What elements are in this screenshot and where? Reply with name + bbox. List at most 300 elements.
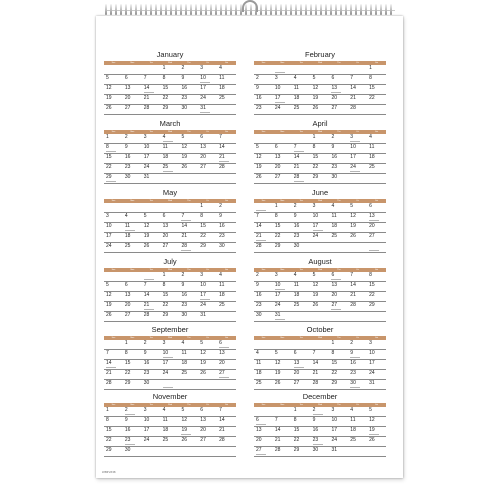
day-cell[interactable] xyxy=(292,447,311,456)
day-cell[interactable] xyxy=(179,292,198,301)
day-cell[interactable] xyxy=(104,85,123,94)
day-cell[interactable] xyxy=(329,370,348,379)
day-cell[interactable] xyxy=(367,437,386,446)
day-cell[interactable] xyxy=(273,154,292,163)
day-cell[interactable] xyxy=(104,223,123,232)
day-cell[interactable] xyxy=(198,223,217,232)
day-cell[interactable] xyxy=(142,302,161,311)
day-cell[interactable] xyxy=(104,292,123,301)
day-cell[interactable] xyxy=(161,312,180,321)
day-cell[interactable] xyxy=(254,134,273,143)
day-cell[interactable] xyxy=(367,95,386,104)
day-cell[interactable] xyxy=(104,447,123,456)
day-cell[interactable] xyxy=(254,350,273,359)
day-cell[interactable] xyxy=(161,85,180,94)
day-cell[interactable] xyxy=(217,164,236,173)
day-cell[interactable] xyxy=(198,417,217,426)
day-cell[interactable] xyxy=(311,282,330,291)
day-cell[interactable] xyxy=(217,407,236,416)
day-cell[interactable] xyxy=(217,233,236,242)
day-cell[interactable] xyxy=(254,154,273,163)
day-cell[interactable] xyxy=(329,233,348,242)
day-cell[interactable] xyxy=(273,417,292,426)
day-cell[interactable] xyxy=(292,85,311,94)
day-cell[interactable] xyxy=(161,233,180,242)
day-cell[interactable] xyxy=(254,164,273,173)
day-cell[interactable] xyxy=(367,370,386,379)
day-cell[interactable] xyxy=(217,417,236,426)
day-cell[interactable] xyxy=(198,164,217,173)
day-cell[interactable] xyxy=(217,302,236,311)
day-cell[interactable] xyxy=(367,154,386,163)
day-cell[interactable] xyxy=(179,380,198,389)
day-cell[interactable] xyxy=(254,105,273,114)
day-cell[interactable] xyxy=(367,302,386,311)
day-cell[interactable] xyxy=(104,233,123,242)
day-cell[interactable] xyxy=(367,134,386,143)
day-cell[interactable] xyxy=(123,447,142,456)
day-cell[interactable] xyxy=(311,447,330,456)
day-cell[interactable] xyxy=(123,282,142,291)
day-cell[interactable] xyxy=(348,302,367,311)
day-cell[interactable] xyxy=(142,282,161,291)
day-cell[interactable] xyxy=(273,302,292,311)
day-cell[interactable] xyxy=(161,302,180,311)
day-cell[interactable] xyxy=(161,223,180,232)
day-cell[interactable] xyxy=(329,350,348,359)
day-cell[interactable] xyxy=(367,203,386,212)
day-cell[interactable] xyxy=(311,360,330,369)
day-cell[interactable] xyxy=(104,302,123,311)
day-cell[interactable] xyxy=(161,447,180,456)
day-cell[interactable] xyxy=(217,223,236,232)
day-cell[interactable] xyxy=(104,350,123,359)
day-cell[interactable] xyxy=(123,85,142,94)
day-cell[interactable] xyxy=(179,437,198,446)
day-cell[interactable] xyxy=(367,85,386,94)
day-cell[interactable] xyxy=(198,350,217,359)
day-cell[interactable] xyxy=(367,350,386,359)
day-cell[interactable] xyxy=(254,312,273,321)
day-cell[interactable] xyxy=(179,105,198,114)
day-cell[interactable] xyxy=(142,312,161,321)
day-cell[interactable] xyxy=(217,243,236,252)
day-cell[interactable] xyxy=(329,407,348,416)
day-cell[interactable] xyxy=(179,427,198,436)
day-cell[interactable] xyxy=(273,213,292,222)
day-cell[interactable] xyxy=(123,417,142,426)
day-cell[interactable] xyxy=(217,427,236,436)
day-cell[interactable] xyxy=(104,144,123,153)
day-cell[interactable] xyxy=(142,350,161,359)
day-cell[interactable] xyxy=(198,134,217,143)
day-cell[interactable] xyxy=(292,360,311,369)
day-cell[interactable] xyxy=(292,350,311,359)
day-cell[interactable] xyxy=(311,154,330,163)
day-cell[interactable] xyxy=(104,437,123,446)
day-cell[interactable] xyxy=(348,85,367,94)
day-cell[interactable] xyxy=(179,75,198,84)
day-cell[interactable] xyxy=(217,174,236,183)
day-cell[interactable] xyxy=(104,370,123,379)
day-cell[interactable] xyxy=(161,144,180,153)
day-cell[interactable] xyxy=(142,243,161,252)
day-cell[interactable] xyxy=(367,312,386,321)
day-cell[interactable] xyxy=(104,164,123,173)
day-cell[interactable] xyxy=(254,65,273,74)
day-cell[interactable] xyxy=(123,340,142,349)
day-cell[interactable] xyxy=(104,75,123,84)
day-cell[interactable] xyxy=(123,272,142,281)
day-cell[interactable] xyxy=(367,360,386,369)
day-cell[interactable] xyxy=(123,164,142,173)
day-cell[interactable] xyxy=(198,437,217,446)
day-cell[interactable] xyxy=(292,65,311,74)
day-cell[interactable] xyxy=(367,292,386,301)
day-cell[interactable] xyxy=(311,243,330,252)
day-cell[interactable] xyxy=(348,213,367,222)
day-cell[interactable] xyxy=(329,272,348,281)
day-cell[interactable] xyxy=(292,437,311,446)
day-cell[interactable] xyxy=(329,282,348,291)
day-cell[interactable] xyxy=(292,233,311,242)
day-cell[interactable] xyxy=(254,272,273,281)
day-cell[interactable] xyxy=(329,380,348,389)
day-cell[interactable] xyxy=(292,144,311,153)
day-cell[interactable] xyxy=(179,360,198,369)
day-cell[interactable] xyxy=(104,243,123,252)
day-cell[interactable] xyxy=(142,427,161,436)
day-cell[interactable] xyxy=(254,370,273,379)
day-cell[interactable] xyxy=(254,447,273,456)
day-cell[interactable] xyxy=(329,302,348,311)
day-cell[interactable] xyxy=(123,302,142,311)
day-cell[interactable] xyxy=(217,370,236,379)
day-cell[interactable] xyxy=(367,223,386,232)
day-cell[interactable] xyxy=(329,340,348,349)
day-cell[interactable] xyxy=(311,302,330,311)
day-cell[interactable] xyxy=(292,380,311,389)
day-cell[interactable] xyxy=(142,360,161,369)
day-cell[interactable] xyxy=(254,174,273,183)
day-cell[interactable] xyxy=(161,407,180,416)
day-cell[interactable] xyxy=(179,370,198,379)
day-cell[interactable] xyxy=(273,380,292,389)
day-cell[interactable] xyxy=(179,134,198,143)
day-cell[interactable] xyxy=(367,233,386,242)
day-cell[interactable] xyxy=(179,340,198,349)
day-cell[interactable] xyxy=(179,407,198,416)
day-cell[interactable] xyxy=(179,447,198,456)
day-cell[interactable] xyxy=(217,134,236,143)
day-cell[interactable] xyxy=(348,65,367,74)
day-cell[interactable] xyxy=(179,154,198,163)
day-cell[interactable] xyxy=(198,174,217,183)
day-cell[interactable] xyxy=(142,75,161,84)
day-cell[interactable] xyxy=(179,272,198,281)
day-cell[interactable] xyxy=(142,272,161,281)
day-cell[interactable] xyxy=(179,302,198,311)
day-cell[interactable] xyxy=(198,427,217,436)
day-cell[interactable] xyxy=(367,65,386,74)
day-cell[interactable] xyxy=(292,213,311,222)
day-cell[interactable] xyxy=(311,407,330,416)
day-cell[interactable] xyxy=(142,164,161,173)
day-cell[interactable] xyxy=(198,407,217,416)
day-cell[interactable] xyxy=(273,312,292,321)
day-cell[interactable] xyxy=(273,174,292,183)
day-cell[interactable] xyxy=(179,243,198,252)
day-cell[interactable] xyxy=(161,282,180,291)
day-cell[interactable] xyxy=(292,292,311,301)
day-cell[interactable] xyxy=(123,233,142,242)
day-cell[interactable] xyxy=(273,105,292,114)
day-cell[interactable] xyxy=(198,312,217,321)
day-cell[interactable] xyxy=(273,360,292,369)
day-cell[interactable] xyxy=(273,164,292,173)
day-cell[interactable] xyxy=(273,427,292,436)
day-cell[interactable] xyxy=(198,95,217,104)
day-cell[interactable] xyxy=(254,203,273,212)
day-cell[interactable] xyxy=(367,213,386,222)
day-cell[interactable] xyxy=(254,340,273,349)
day-cell[interactable] xyxy=(142,447,161,456)
day-cell[interactable] xyxy=(198,292,217,301)
day-cell[interactable] xyxy=(142,233,161,242)
day-cell[interactable] xyxy=(104,65,123,74)
day-cell[interactable] xyxy=(292,154,311,163)
day-cell[interactable] xyxy=(273,437,292,446)
day-cell[interactable] xyxy=(348,95,367,104)
day-cell[interactable] xyxy=(367,272,386,281)
day-cell[interactable] xyxy=(311,417,330,426)
day-cell[interactable] xyxy=(292,223,311,232)
day-cell[interactable] xyxy=(142,407,161,416)
day-cell[interactable] xyxy=(123,95,142,104)
day-cell[interactable] xyxy=(123,380,142,389)
day-cell[interactable] xyxy=(104,95,123,104)
day-cell[interactable] xyxy=(198,302,217,311)
day-cell[interactable] xyxy=(329,85,348,94)
day-cell[interactable] xyxy=(329,144,348,153)
day-cell[interactable] xyxy=(367,407,386,416)
day-cell[interactable] xyxy=(104,340,123,349)
day-cell[interactable] xyxy=(329,292,348,301)
day-cell[interactable] xyxy=(348,407,367,416)
day-cell[interactable] xyxy=(142,380,161,389)
day-cell[interactable] xyxy=(273,233,292,242)
day-cell[interactable] xyxy=(198,213,217,222)
day-cell[interactable] xyxy=(254,75,273,84)
day-cell[interactable] xyxy=(198,65,217,74)
day-cell[interactable] xyxy=(348,292,367,301)
day-cell[interactable] xyxy=(367,282,386,291)
day-cell[interactable] xyxy=(348,272,367,281)
day-cell[interactable] xyxy=(329,427,348,436)
day-cell[interactable] xyxy=(254,380,273,389)
day-cell[interactable] xyxy=(104,312,123,321)
day-cell[interactable] xyxy=(273,407,292,416)
day-cell[interactable] xyxy=(179,203,198,212)
day-cell[interactable] xyxy=(254,233,273,242)
day-cell[interactable] xyxy=(329,105,348,114)
day-cell[interactable] xyxy=(217,95,236,104)
day-cell[interactable] xyxy=(123,350,142,359)
day-cell[interactable] xyxy=(254,360,273,369)
day-cell[interactable] xyxy=(311,370,330,379)
day-cell[interactable] xyxy=(179,282,198,291)
day-cell[interactable] xyxy=(348,312,367,321)
day-cell[interactable] xyxy=(123,174,142,183)
day-cell[interactable] xyxy=(198,360,217,369)
day-cell[interactable] xyxy=(329,75,348,84)
day-cell[interactable] xyxy=(217,105,236,114)
day-cell[interactable] xyxy=(311,174,330,183)
day-cell[interactable] xyxy=(311,95,330,104)
day-cell[interactable] xyxy=(123,223,142,232)
day-cell[interactable] xyxy=(348,340,367,349)
day-cell[interactable] xyxy=(217,203,236,212)
day-cell[interactable] xyxy=(254,292,273,301)
day-cell[interactable] xyxy=(179,164,198,173)
day-cell[interactable] xyxy=(292,95,311,104)
day-cell[interactable] xyxy=(311,312,330,321)
day-cell[interactable] xyxy=(348,164,367,173)
day-cell[interactable] xyxy=(161,292,180,301)
day-cell[interactable] xyxy=(123,370,142,379)
day-cell[interactable] xyxy=(198,203,217,212)
day-cell[interactable] xyxy=(179,223,198,232)
day-cell[interactable] xyxy=(217,340,236,349)
day-cell[interactable] xyxy=(198,243,217,252)
day-cell[interactable] xyxy=(292,75,311,84)
day-cell[interactable] xyxy=(123,243,142,252)
day-cell[interactable] xyxy=(161,360,180,369)
day-cell[interactable] xyxy=(311,272,330,281)
day-cell[interactable] xyxy=(329,417,348,426)
day-cell[interactable] xyxy=(104,203,123,212)
day-cell[interactable] xyxy=(292,302,311,311)
day-cell[interactable] xyxy=(273,223,292,232)
day-cell[interactable] xyxy=(198,447,217,456)
day-cell[interactable] xyxy=(329,223,348,232)
day-cell[interactable] xyxy=(292,134,311,143)
day-cell[interactable] xyxy=(292,370,311,379)
day-cell[interactable] xyxy=(329,437,348,446)
day-cell[interactable] xyxy=(329,154,348,163)
day-cell[interactable] xyxy=(198,154,217,163)
day-cell[interactable] xyxy=(292,282,311,291)
day-cell[interactable] xyxy=(367,144,386,153)
day-cell[interactable] xyxy=(348,380,367,389)
day-cell[interactable] xyxy=(217,447,236,456)
day-cell[interactable] xyxy=(161,437,180,446)
day-cell[interactable] xyxy=(329,213,348,222)
day-cell[interactable] xyxy=(161,164,180,173)
day-cell[interactable] xyxy=(348,243,367,252)
day-cell[interactable] xyxy=(217,380,236,389)
day-cell[interactable] xyxy=(123,65,142,74)
day-cell[interactable] xyxy=(273,370,292,379)
day-cell[interactable] xyxy=(273,243,292,252)
day-cell[interactable] xyxy=(161,272,180,281)
day-cell[interactable] xyxy=(142,437,161,446)
day-cell[interactable] xyxy=(329,174,348,183)
day-cell[interactable] xyxy=(348,370,367,379)
day-cell[interactable] xyxy=(198,75,217,84)
day-cell[interactable] xyxy=(142,213,161,222)
day-cell[interactable] xyxy=(123,203,142,212)
day-cell[interactable] xyxy=(292,272,311,281)
day-cell[interactable] xyxy=(217,75,236,84)
day-cell[interactable] xyxy=(179,144,198,153)
day-cell[interactable] xyxy=(161,134,180,143)
day-cell[interactable] xyxy=(348,417,367,426)
day-cell[interactable] xyxy=(292,407,311,416)
day-cell[interactable] xyxy=(161,75,180,84)
day-cell[interactable] xyxy=(142,417,161,426)
day-cell[interactable] xyxy=(348,427,367,436)
day-cell[interactable] xyxy=(161,340,180,349)
day-cell[interactable] xyxy=(292,427,311,436)
day-cell[interactable] xyxy=(329,134,348,143)
day-cell[interactable] xyxy=(123,134,142,143)
day-cell[interactable] xyxy=(273,134,292,143)
day-cell[interactable] xyxy=(179,65,198,74)
day-cell[interactable] xyxy=(161,417,180,426)
day-cell[interactable] xyxy=(104,272,123,281)
day-cell[interactable] xyxy=(142,340,161,349)
day-cell[interactable] xyxy=(292,164,311,173)
day-cell[interactable] xyxy=(273,292,292,301)
day-cell[interactable] xyxy=(142,174,161,183)
day-cell[interactable] xyxy=(367,164,386,173)
day-cell[interactable] xyxy=(273,272,292,281)
day-cell[interactable] xyxy=(179,85,198,94)
day-cell[interactable] xyxy=(254,213,273,222)
day-cell[interactable] xyxy=(179,350,198,359)
day-cell[interactable] xyxy=(254,223,273,232)
day-cell[interactable] xyxy=(292,340,311,349)
day-cell[interactable] xyxy=(179,174,198,183)
day-cell[interactable] xyxy=(348,154,367,163)
day-cell[interactable] xyxy=(123,360,142,369)
day-cell[interactable] xyxy=(142,134,161,143)
day-cell[interactable] xyxy=(348,350,367,359)
day-cell[interactable] xyxy=(311,105,330,114)
day-cell[interactable] xyxy=(104,407,123,416)
day-cell[interactable] xyxy=(367,447,386,456)
day-cell[interactable] xyxy=(311,437,330,446)
day-cell[interactable] xyxy=(161,95,180,104)
day-cell[interactable] xyxy=(311,85,330,94)
day-cell[interactable] xyxy=(104,282,123,291)
day-cell[interactable] xyxy=(104,427,123,436)
day-cell[interactable] xyxy=(123,144,142,153)
day-cell[interactable] xyxy=(273,447,292,456)
day-cell[interactable] xyxy=(329,360,348,369)
day-cell[interactable] xyxy=(311,233,330,242)
day-cell[interactable] xyxy=(292,243,311,252)
day-cell[interactable] xyxy=(217,154,236,163)
day-cell[interactable] xyxy=(198,370,217,379)
day-cell[interactable] xyxy=(311,427,330,436)
day-cell[interactable] xyxy=(254,243,273,252)
day-cell[interactable] xyxy=(292,312,311,321)
day-cell[interactable] xyxy=(198,340,217,349)
day-cell[interactable] xyxy=(348,75,367,84)
day-cell[interactable] xyxy=(311,75,330,84)
